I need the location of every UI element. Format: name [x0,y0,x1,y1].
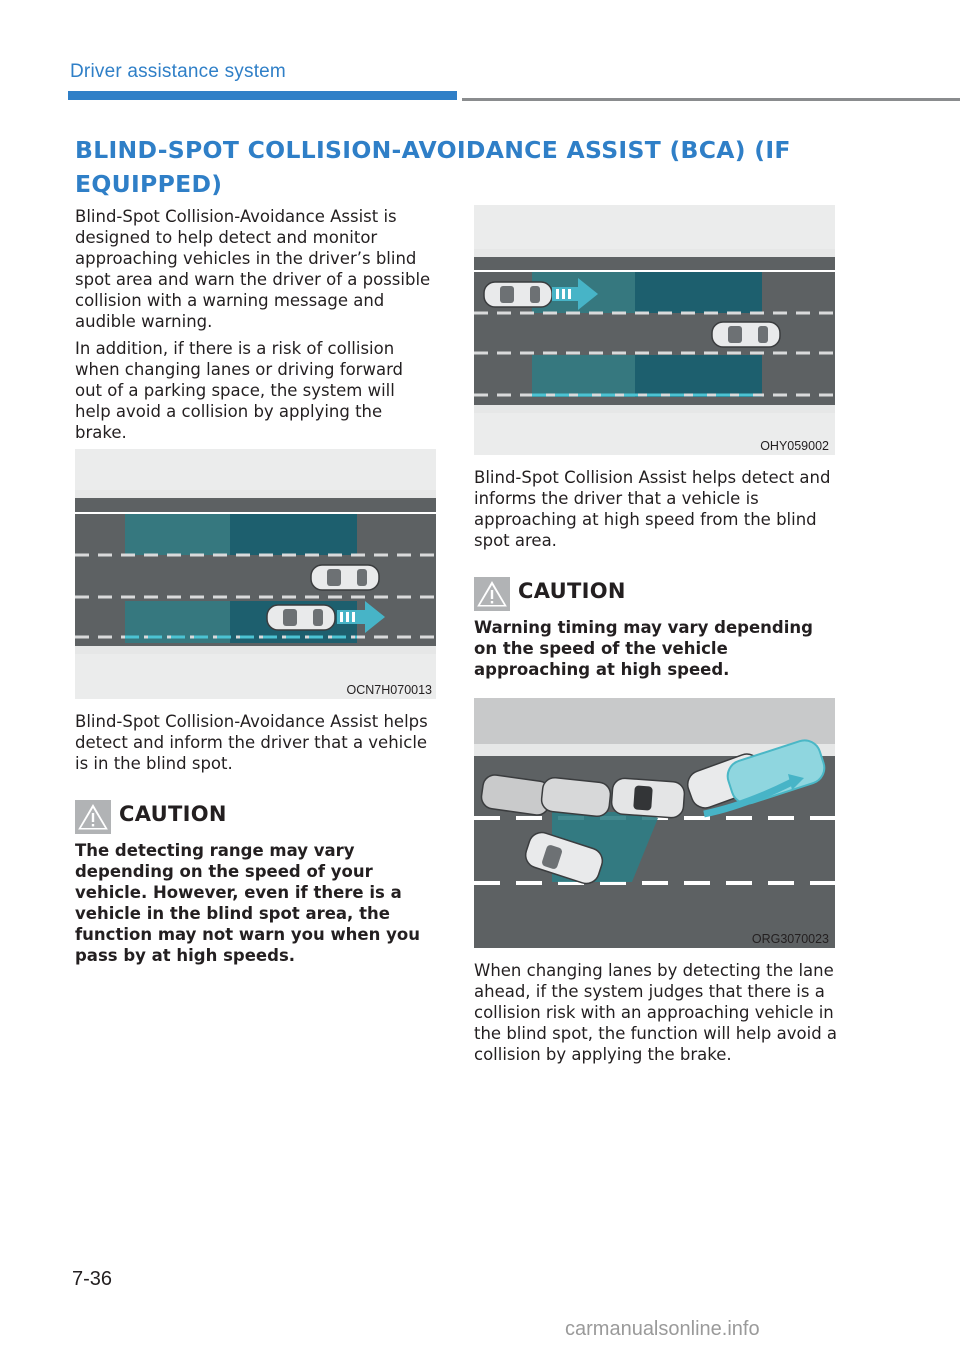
watermark: carmanualsonline.info [565,1318,760,1340]
running-header: Driver assistance system [70,61,286,82]
caution-text-2: Warning timing may vary depending on the speed of the vehicle approaching at high speed. [474,618,813,679]
caution-text-1: The detecting range may vary depending on the speed of your vehicle. However, even if there is a vehicle in the blind spot area, the function may not warn you when you pass by at high speeds. [75,841,420,965]
figure-1-caption: Blind-Spot Collision-Avoidance Assist helps detect and inform the driver that a vehicle is in the blind spot. [75,712,428,773]
figure-high-speed-approach [474,205,835,455]
figure-3-illustration [474,698,835,948]
section-title: BLIND-SPOT COLLISION-AVOIDANCE ASSIST (BCA) (IF EQUIPPED) [75,136,791,198]
figure-blind-spot-detection [75,449,436,699]
figure-lane-change-brake [474,698,835,948]
figure-1-code: OCN7H070013 [346,683,432,697]
header-rule-gray [462,98,960,101]
figure-1-illustration [75,449,436,699]
intro-paragraph: Blind-Spot Collision-Avoidance Assist is designed to help detect and monitor approaching vehicles in the driver’s blind spot area and warn the driver of a possible collision with a warning message and audible warning. [75,207,431,331]
caution-block-1 [75,800,435,840]
page-number: 7-36 [72,1268,113,1290]
figure-3-caption: When changing lanes by detecting the lane ahead, if the system judges that there is a collision risk with an approaching vehicle in the blind spot, the function will help avoid a collision by applying the brake. [474,961,838,1064]
caution-label-2: CAUTION [518,579,626,603]
caution-label-1: CAUTION [119,802,227,826]
brake-paragraph: In addition, if there is a risk of collision when changing lanes or driving forward out of a parking space, the system will help avoid a collision by applying the brake. [75,339,404,442]
figure-2-illustration [474,205,835,455]
header-rule-accent [68,91,457,100]
warning-triangle-icon [474,577,510,611]
caution-block-2 [474,577,834,617]
figure-2-caption: Blind-Spot Collision Assist helps detect and informs the driver that a vehicle is approaching at high speed from the blind spot area. [474,468,831,550]
figure-3-code: ORG3070023 [751,932,829,946]
warning-triangle-icon [75,800,111,834]
figure-2-code: OHY059002 [760,439,829,453]
